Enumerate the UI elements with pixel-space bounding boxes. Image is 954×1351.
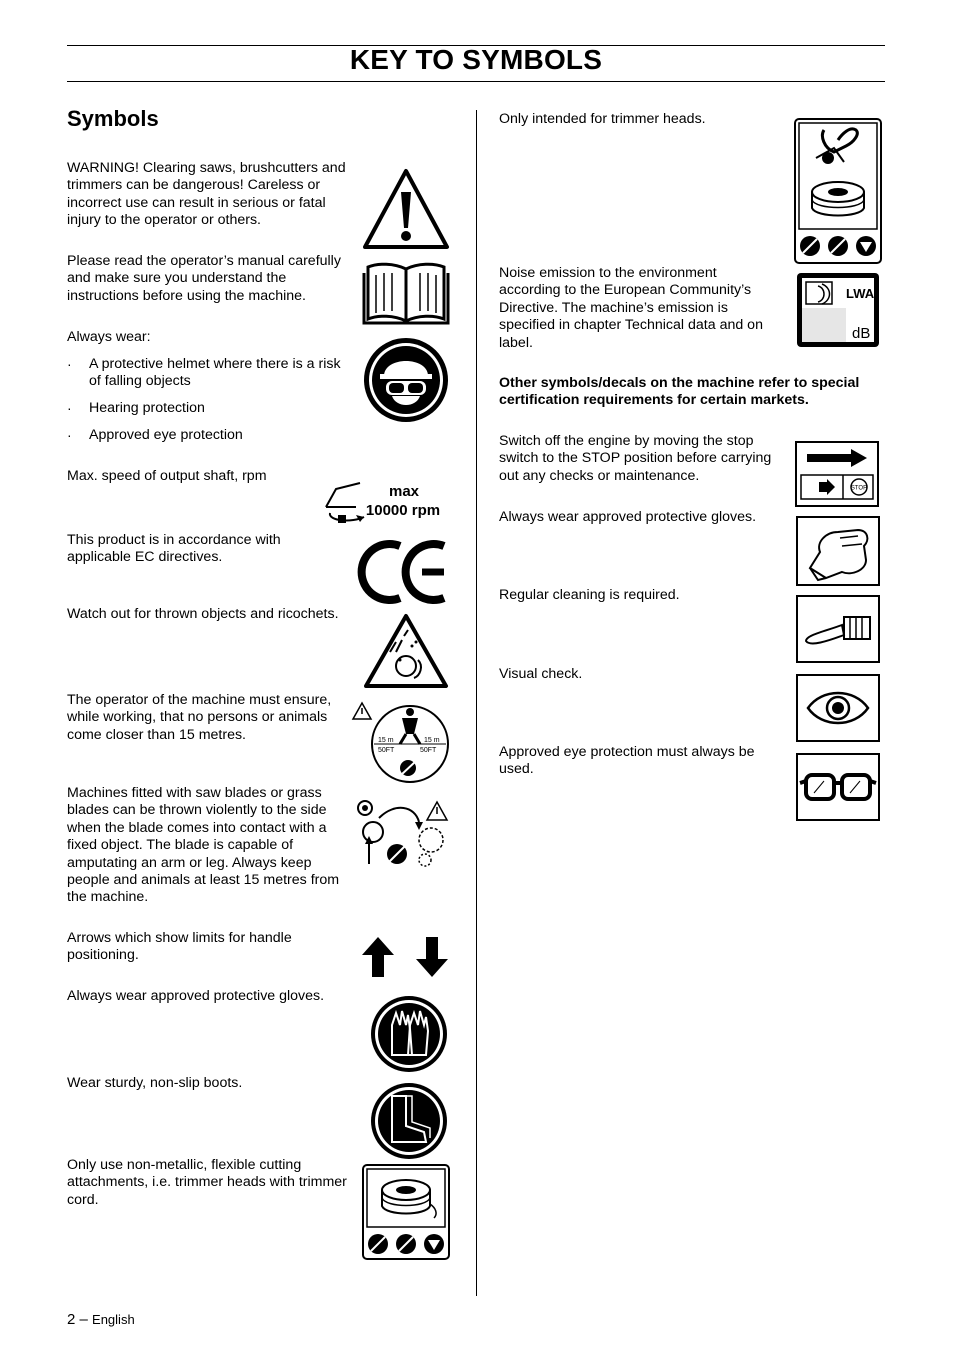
warning-text: WARNING! Clearing saws, brushcutters and trimmers can be dangerous! Careless or incorrect use can result in serious or fatal injury to the operator or others.: [67, 160, 346, 229]
visual-check-text: Visual check.: [499, 666, 583, 682]
noise-lwa: LWA: [846, 286, 875, 301]
stop-text: Switch off the engine by moving the stop switch to the STOP position before carrying out any checks or maintenance.: [499, 433, 772, 484]
work-glove-icon: [796, 516, 880, 586]
trimmer-only-text: Only intended for trimmer heads.: [499, 111, 706, 127]
right-gloves-text: Always wear approved protective gloves.: [499, 509, 757, 525]
ec-text: This product is in accordance with applicable EC directives.: [67, 532, 281, 566]
header-bottom-rule: [67, 81, 885, 82]
gloves-text: Always wear approved protective gloves.: [67, 988, 325, 1004]
dist-right-m: 15 m: [424, 737, 440, 744]
bullet-hearing: Hearing protection: [89, 400, 205, 416]
cleaning-text: Regular cleaning is required.: [499, 587, 680, 603]
ce-mark-icon: [362, 538, 450, 606]
bullet-helmet: A protective helmet where there is a risk of falling objects: [89, 356, 341, 390]
page-title: KEY TO SYMBOLS: [349, 44, 603, 75]
blade-thrust-icon: [355, 798, 450, 870]
max-speed-text: Max. speed of output shaft, rpm: [67, 468, 267, 484]
eye-protection-text: Approved eye protection must always be used.: [499, 744, 755, 778]
section-heading: Symbols: [67, 106, 159, 131]
manual-text: Please read the operator’s manual carefully and make sure you understand the instructions before using the machine.: [67, 253, 341, 304]
trimmer-decal-icon: [794, 118, 882, 264]
footer-language: English: [92, 1312, 135, 1327]
dist-left-m: 15 m: [378, 737, 394, 744]
bullet-dot: ·: [67, 427, 72, 443]
thrown-objects-icon: [362, 612, 450, 690]
gloves-icon: [370, 995, 448, 1073]
page-footer: [67, 1311, 135, 1328]
column-divider: [476, 110, 477, 1296]
max-label: max: [388, 483, 420, 500]
helmet-visor-icon: [362, 336, 450, 424]
rpm-label: 10000 rpm: [365, 502, 441, 519]
non-metallic-text: Only use non-metallic, flexible cutting attachments, i.e. trimmer heads with trimmer cord.: [67, 1157, 347, 1208]
always-wear-text: Always wear:: [67, 329, 151, 345]
handle-limit-arrows-icon: [362, 937, 450, 979]
handle-arrows-text: Arrows which show limits for handle positioning.: [67, 930, 292, 964]
bullet-dot: ·: [67, 400, 72, 416]
distance-text: The operator of the machine must ensure, while working, that no persons or animals come closer than 15 metres.: [67, 692, 332, 743]
noise-db: dB: [852, 325, 871, 342]
safety-glasses-icon: [796, 753, 880, 821]
blade-thrust-text: Machines fitted with saw blades or grass blades can be thrown violently to the side when the blade comes into contact with a fixed object. The blade is capable of amputating an arm or leg. Always keep people and animals at least 15 metres from the machine.: [67, 785, 340, 906]
safety-distance-icon: [350, 700, 450, 784]
page-number: 2 –: [67, 1311, 88, 1328]
dist-left-ft: 50FT: [378, 747, 395, 754]
boots-text: Wear sturdy, non-slip boots.: [67, 1075, 243, 1091]
noise-label-icon: [796, 272, 880, 348]
bullet-dot: ·: [67, 356, 72, 372]
thrown-objects-text: Watch out for thrown objects and ricochets.: [67, 606, 339, 622]
bullet-eye: Approved eye protection: [89, 427, 243, 443]
dist-right-ft: 50FT: [420, 747, 437, 754]
book-icon: [362, 261, 450, 325]
max-speed-icon: [322, 477, 452, 527]
stop-switch-icon: [795, 441, 879, 507]
noise-text: Noise emission to the environment according to the European Community’s Directive. The machine’s emission is specified in chapter Technical data and on label.: [499, 265, 763, 351]
trimmer-head-only-icon: [362, 1164, 450, 1260]
stop-label: STOP: [850, 485, 868, 492]
other-symbols-text: Other symbols/decals on the machine refer to special certification requirements for certain markets.: [499, 375, 860, 409]
cleaning-brush-icon: [796, 595, 880, 663]
boots-icon: [370, 1082, 448, 1160]
eye-icon: [796, 674, 880, 742]
warning-triangle-icon: [362, 168, 450, 250]
